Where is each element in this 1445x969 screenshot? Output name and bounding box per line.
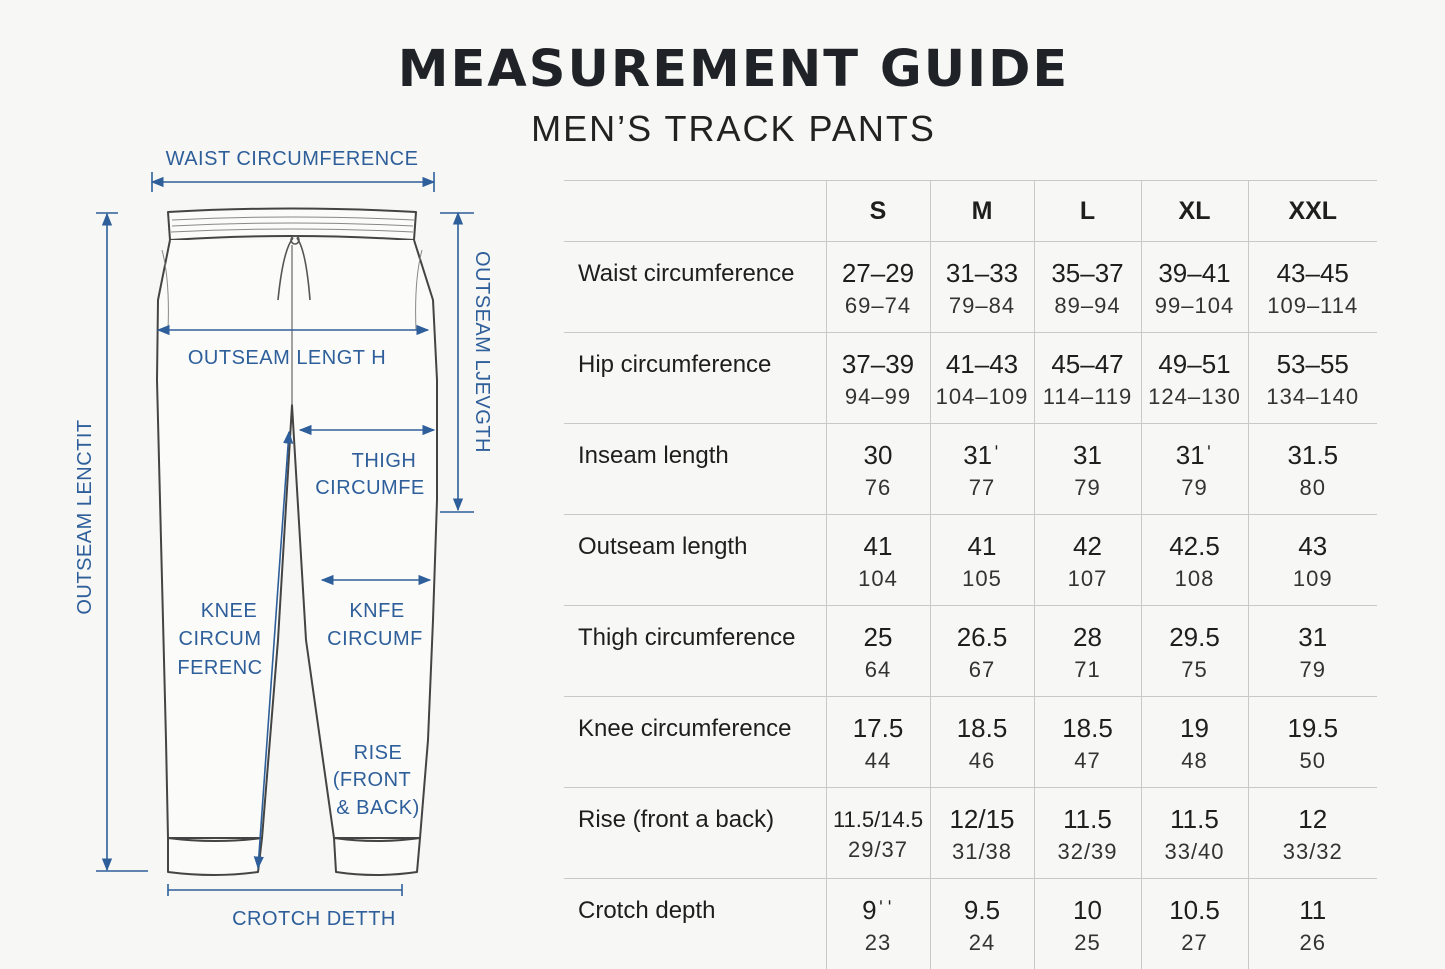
- size-value-cell: [1034, 424, 1141, 515]
- size-value-cell: [1141, 879, 1248, 969]
- value-inches: 45–47: [1035, 349, 1141, 380]
- size-value-cell: [826, 333, 930, 424]
- table-row: [564, 515, 1377, 606]
- size-value-cell: [1034, 788, 1141, 879]
- value-cm: 104: [827, 566, 930, 592]
- size-header-row: [564, 181, 1377, 242]
- table-row: [564, 697, 1377, 788]
- size-value-cell: [930, 333, 1034, 424]
- value-inches: 39–41: [1142, 258, 1248, 289]
- value-inches: 11.5: [1035, 804, 1141, 835]
- measurement-name-cell: [564, 606, 826, 697]
- value-inches: 29.5: [1142, 622, 1248, 653]
- value-cm: 114–119: [1035, 384, 1141, 410]
- value-cm: 71: [1035, 657, 1141, 683]
- size-value-cell: [1248, 606, 1377, 697]
- value-inches: 31ˈ: [1142, 440, 1248, 471]
- value-cm: 77: [931, 475, 1034, 501]
- header-empty-cell: [564, 181, 826, 242]
- size-value-cell: [930, 424, 1034, 515]
- value-cm: 107: [1035, 566, 1141, 592]
- knee-right-label-line2: CIRCUMF: [327, 628, 423, 650]
- size-value-cell: [1248, 242, 1377, 333]
- value-cm: 46: [931, 748, 1034, 774]
- value-inches: 31.5: [1249, 440, 1378, 471]
- value-cm: 44: [827, 748, 930, 774]
- size-chart-table: [564, 180, 1377, 969]
- right-cuff: [334, 838, 420, 875]
- value-inches: 49–51: [1142, 349, 1248, 380]
- size-value-cell: [930, 697, 1034, 788]
- left-cuff: [168, 838, 262, 875]
- size-value-cell: [1248, 333, 1377, 424]
- value-cm: 33/32: [1249, 839, 1378, 865]
- value-cm: 33/40: [1142, 839, 1248, 865]
- table-row: [564, 879, 1377, 969]
- table-row: [564, 242, 1377, 333]
- measurement-name: Inseam length: [578, 442, 826, 470]
- value-cm: 47: [1035, 748, 1141, 774]
- measurement-name-cell: [564, 697, 826, 788]
- value-inches: 12: [1249, 804, 1378, 835]
- knee-left-label-line3: FERENC: [177, 657, 262, 679]
- value-inches: 18.5: [1035, 713, 1141, 744]
- value-inches: 37–39: [827, 349, 930, 380]
- value-cm: 69–74: [827, 293, 930, 319]
- value-inches: 18.5: [931, 713, 1034, 744]
- waist-label: WAIST CIRCUMFERENCE: [166, 148, 419, 170]
- value-cm: 94–99: [827, 384, 930, 410]
- value-inches: 41–43: [931, 349, 1034, 380]
- rise-label-line2: (FRONT: [333, 769, 412, 791]
- value-inches: 41: [827, 531, 930, 562]
- size-header: L: [1034, 181, 1141, 242]
- measurement-name-cell: [564, 515, 826, 606]
- value-cm: 23: [827, 930, 930, 956]
- measurement-name-cell: [564, 879, 826, 969]
- value-cm: 27: [1142, 930, 1248, 956]
- value-cm: 104–109: [931, 384, 1034, 410]
- value-inches: 31–33: [931, 258, 1034, 289]
- size-header: XL: [1141, 181, 1248, 242]
- measurement-name-cell: [564, 424, 826, 515]
- value-cm: 64: [827, 657, 930, 683]
- value-cm: 134–140: [1249, 384, 1378, 410]
- size-value-cell: [1034, 333, 1141, 424]
- value-inches: 10: [1035, 895, 1141, 926]
- value-inches: 19.5: [1249, 713, 1378, 744]
- pants-diagram: [0, 0, 560, 963]
- size-value-cell: [1248, 879, 1377, 969]
- value-cm: 75: [1142, 657, 1248, 683]
- value-inches: 31: [1249, 622, 1378, 653]
- value-inches: 11.5: [1142, 804, 1248, 835]
- crotch-label: CROTCH DETTH: [232, 908, 396, 930]
- size-value-cell: [1141, 788, 1248, 879]
- value-inches: 35–37: [1035, 258, 1141, 289]
- size-header: S: [826, 181, 930, 242]
- value-cm: 89–94: [1035, 293, 1141, 319]
- size-value-cell: [1034, 606, 1141, 697]
- size-value-cell: [1141, 697, 1248, 788]
- value-inches: 19: [1142, 713, 1248, 744]
- size-value-cell: [930, 606, 1034, 697]
- value-cm: 105: [931, 566, 1034, 592]
- value-inches: 42: [1035, 531, 1141, 562]
- size-value-cell: [826, 515, 930, 606]
- size-value-cell: [1141, 606, 1248, 697]
- size-value-cell: [1141, 242, 1248, 333]
- outseam-middle-label: OUTSEAM LENGT H: [188, 347, 386, 369]
- measurement-name: Outseam length: [578, 533, 826, 561]
- size-value-cell: [1034, 879, 1141, 969]
- table-row: [564, 424, 1377, 515]
- value-cm: 67: [931, 657, 1034, 683]
- value-inches: 17.5: [827, 713, 930, 744]
- measurement-name-cell: [564, 788, 826, 879]
- size-value-cell: [1248, 424, 1377, 515]
- size-value-cell: [930, 788, 1034, 879]
- page-title: MEASUREMENT GUIDE: [0, 40, 1445, 99]
- size-header: XXL: [1248, 181, 1377, 242]
- size-value-cell: [826, 242, 930, 333]
- value-cm: 109–114: [1249, 293, 1378, 319]
- size-value-cell: [826, 606, 930, 697]
- value-cm: 80: [1249, 475, 1378, 501]
- value-cm: 79: [1142, 475, 1248, 501]
- size-value-cell: [1141, 424, 1248, 515]
- size-value-cell: [1034, 697, 1141, 788]
- thigh-label-line1: THIGH: [352, 450, 417, 472]
- table-row: [564, 333, 1377, 424]
- size-value-cell: [1141, 333, 1248, 424]
- value-cm: 79: [1035, 475, 1141, 501]
- table-row: [564, 606, 1377, 697]
- measurement-name: Rise (front a back): [578, 806, 826, 834]
- value-cm: 124–130: [1142, 384, 1248, 410]
- thigh-label-line2: CIRCUMFE: [315, 477, 425, 499]
- value-inches: 11.5/14.5: [827, 807, 930, 833]
- measurement-name-cell: [564, 242, 826, 333]
- size-value-cell: [826, 879, 930, 969]
- measurement-name: Hip circumference: [578, 351, 826, 379]
- value-cm: 50: [1249, 748, 1378, 774]
- page-subtitle: MEN’S TRACK PANTS: [0, 108, 1445, 150]
- size-value-cell: [1034, 515, 1141, 606]
- value-cm: 79: [1249, 657, 1378, 683]
- value-inches: 25: [827, 622, 930, 653]
- value-inches: 28: [1035, 622, 1141, 653]
- size-header: M: [930, 181, 1034, 242]
- value-inches: 31ˈ: [931, 440, 1034, 471]
- value-inches: 12/15: [931, 804, 1034, 835]
- knee-left-label-line1: KNEE: [201, 600, 257, 622]
- size-value-cell: [1034, 242, 1141, 333]
- size-value-cell: [1248, 697, 1377, 788]
- size-value-cell: [930, 879, 1034, 969]
- outseam-left-label: OUTSEAM LENCTIT: [74, 419, 96, 614]
- size-value-cell: [1248, 788, 1377, 879]
- value-cm: 29/37: [827, 837, 930, 863]
- value-inches: 30: [827, 440, 930, 471]
- value-inches: 26.5: [931, 622, 1034, 653]
- rise-label-line1: RISE: [354, 742, 403, 764]
- rise-label-line3: & BACK): [336, 797, 420, 819]
- value-cm: 31/38: [931, 839, 1034, 865]
- knee-left-label-line2: CIRCUM: [179, 628, 262, 650]
- value-inches: 27–29: [827, 258, 930, 289]
- measurement-name-cell: [564, 333, 826, 424]
- value-cm: 32/39: [1035, 839, 1141, 865]
- value-inches: 43–45: [1249, 258, 1378, 289]
- knee-right-label-line1: KNFE: [349, 600, 404, 622]
- value-cm: 108: [1142, 566, 1248, 592]
- measurement-name: Knee circumference: [578, 715, 826, 743]
- value-cm: 48: [1142, 748, 1248, 774]
- size-value-cell: [930, 242, 1034, 333]
- value-cm: 76: [827, 475, 930, 501]
- value-inches: 43: [1249, 531, 1378, 562]
- value-inches: 31: [1035, 440, 1141, 471]
- table-row: [564, 788, 1377, 879]
- value-inches: 53–55: [1249, 349, 1378, 380]
- size-value-cell: [826, 697, 930, 788]
- size-value-cell: [1141, 515, 1248, 606]
- value-cm: 25: [1035, 930, 1141, 956]
- value-cm: 109: [1249, 566, 1378, 592]
- value-inches: 9ˈˈ: [827, 895, 930, 926]
- size-value-cell: [1248, 515, 1377, 606]
- value-inches: 9.5: [931, 895, 1034, 926]
- measurement-name: Waist circumference: [578, 260, 826, 288]
- size-value-cell: [826, 788, 930, 879]
- value-cm: 24: [931, 930, 1034, 956]
- value-inches: 42.5: [1142, 531, 1248, 562]
- size-value-cell: [826, 424, 930, 515]
- size-value-cell: [930, 515, 1034, 606]
- measurement-name: Thigh circumference: [578, 624, 826, 652]
- value-cm: 79–84: [931, 293, 1034, 319]
- value-cm: 26: [1249, 930, 1378, 956]
- measurement-name: Crotch depth: [578, 897, 826, 925]
- outseam-right-label: OUTSEAM LJEVGTH: [471, 251, 493, 453]
- value-inches: 11: [1249, 895, 1378, 926]
- value-cm: 99–104: [1142, 293, 1248, 319]
- value-inches: 10.5: [1142, 895, 1248, 926]
- value-inches: 41: [931, 531, 1034, 562]
